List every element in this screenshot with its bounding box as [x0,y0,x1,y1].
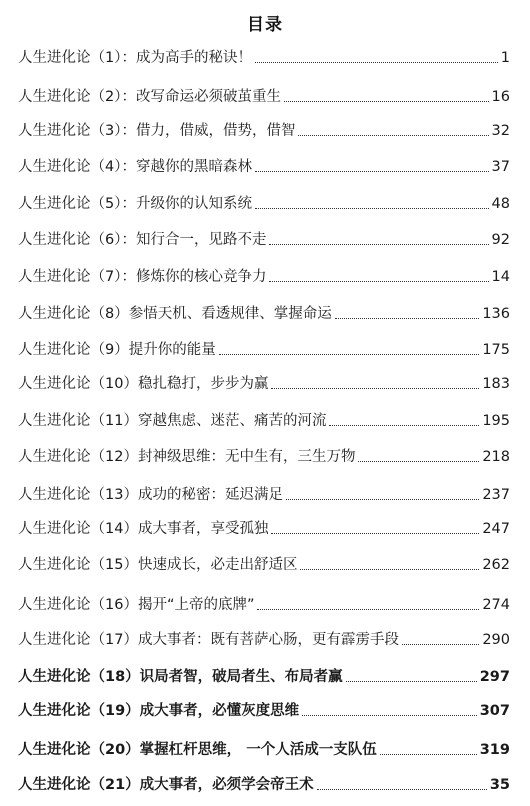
dot-leader [300,569,479,570]
toc-entry-page: 35 [489,777,510,793]
toc-entry-title: 人生进化论（3）：借力，借威，借势，借智 [18,123,296,139]
toc-entry-title: 人生进化论（21）成大事者，必须学会帝王术 [18,777,314,793]
dot-leader [271,388,479,389]
toc-entry-title: 人生进化论（12）封神级思维：无中生有，三生万物 [18,449,356,465]
dot-leader [269,244,488,245]
dot-leader [358,461,479,462]
toc-entry[interactable] [18,443,510,469]
toc-entry-title: 人生进化论（11）穿越焦虑、迷茫、痛苦的河流 [18,413,327,429]
toc-entry-page: 262 [482,557,510,573]
toc-entry-title: 人生进化论（15）快速成长，必走出舒适区 [18,557,298,573]
toc-entry-page: 237 [482,487,510,503]
toc-entry-title: 人生进化论（2）：改写命运必须破茧重生 [18,89,281,105]
toc-entry-title: 人生进化论（6）：知行合一，见路不走 [18,232,267,248]
dot-leader [286,499,479,500]
dot-leader [298,135,488,136]
toc-entry[interactable] [18,336,510,362]
toc-entry[interactable] [18,481,510,507]
toc-entry[interactable] [18,370,510,396]
toc-entry[interactable] [18,591,510,617]
toc-entry-page: 14 [491,269,510,285]
toc-entry[interactable] [18,515,510,541]
dot-leader [255,62,498,63]
toc-entry-page: 16 [491,89,510,105]
toc-entry-page: 307 [479,703,510,719]
toc-entry-page: 37 [491,159,510,175]
toc-entry[interactable] [18,551,510,577]
toc-entry-title: 人生进化论（7）：修炼你的核心竞争力 [18,269,267,285]
toc-title: 目录 [247,15,283,35]
toc-entry-title: 人生进化论（10）稳扎稳打，步步为赢 [18,376,269,392]
toc-entry-title: 人生进化论（9）提升你的能量 [18,342,216,358]
toc-entry-page: 290 [482,632,510,648]
toc-entry-page: 175 [482,342,510,358]
toc-entry[interactable] [18,263,510,289]
toc-entry-page: 1 [500,50,510,66]
dot-leader [346,681,477,682]
dot-leader [257,609,479,610]
toc-entry[interactable] [18,44,510,70]
toc-entry[interactable] [18,663,510,689]
toc-entry-page: 48 [491,196,510,212]
toc-entry-title: 人生进化论（13）成功的秘密：延迟满足 [18,487,283,503]
toc-entry-page: 183 [482,376,510,392]
toc-entry-page: 136 [482,306,510,322]
toc-entry[interactable] [18,697,510,723]
toc-entry-page: 32 [491,123,510,139]
dot-leader [302,715,477,716]
toc-entry[interactable] [18,226,510,252]
toc-entry[interactable] [18,300,510,326]
toc-entry-page: 247 [482,521,510,537]
toc-entry[interactable] [18,771,510,797]
toc-entry-title: 人生进化论（14）成大事者，享受孤独 [18,521,269,537]
dot-leader [255,171,489,172]
toc-entry-title: 人生进化论（4）：穿越你的黑暗森林 [18,159,252,175]
dot-leader [271,533,479,534]
toc-entry-title: 人生进化论（5）：升级你的认知系统 [18,196,252,212]
toc-entry-title: 人生进化论（19）成大事者，必懂灰度思维 [18,703,300,719]
toc-entry-page: 297 [479,669,510,685]
toc-entry-title: 人生进化论（18）识局者智，破局者生、布局者赢 [18,669,343,685]
toc-entry-title: 人生进化论（16）揭开“上帝的底牌” [18,597,255,613]
dot-leader [255,208,489,209]
dot-leader [317,789,487,790]
toc-entry-page: 274 [482,597,510,613]
toc-entry-title: 人生进化论（20）掌握杠杆思维， 一个人活成一支队伍 [18,742,377,758]
dot-leader [269,281,488,282]
dot-leader [335,318,480,319]
toc-entry[interactable] [18,407,510,433]
toc-entry[interactable] [18,736,510,762]
dot-leader [329,425,479,426]
dot-leader [284,101,489,102]
toc-entry-page: 218 [482,449,510,465]
toc-entry[interactable] [18,626,510,652]
toc-entry[interactable] [18,153,510,179]
dot-leader [380,754,477,755]
toc-entry-title: 人生进化论（8）参悟天机、看透规律、掌握命运 [18,306,332,322]
dot-leader [402,644,479,645]
toc-entry-title: 人生进化论（17）成大事者：既有菩萨心肠，更有霹雳手段 [18,632,399,648]
toc-entry-page: 195 [482,413,510,429]
toc-entry[interactable] [18,190,510,216]
toc-entry-title: 人生进化论（1）：成为高手的秘诀！ [18,50,252,66]
toc-entry-page: 92 [491,232,510,248]
toc-entry-page: 319 [479,742,510,758]
toc-entry[interactable] [18,117,510,143]
dot-leader [219,354,480,355]
toc-entry[interactable] [18,83,510,109]
